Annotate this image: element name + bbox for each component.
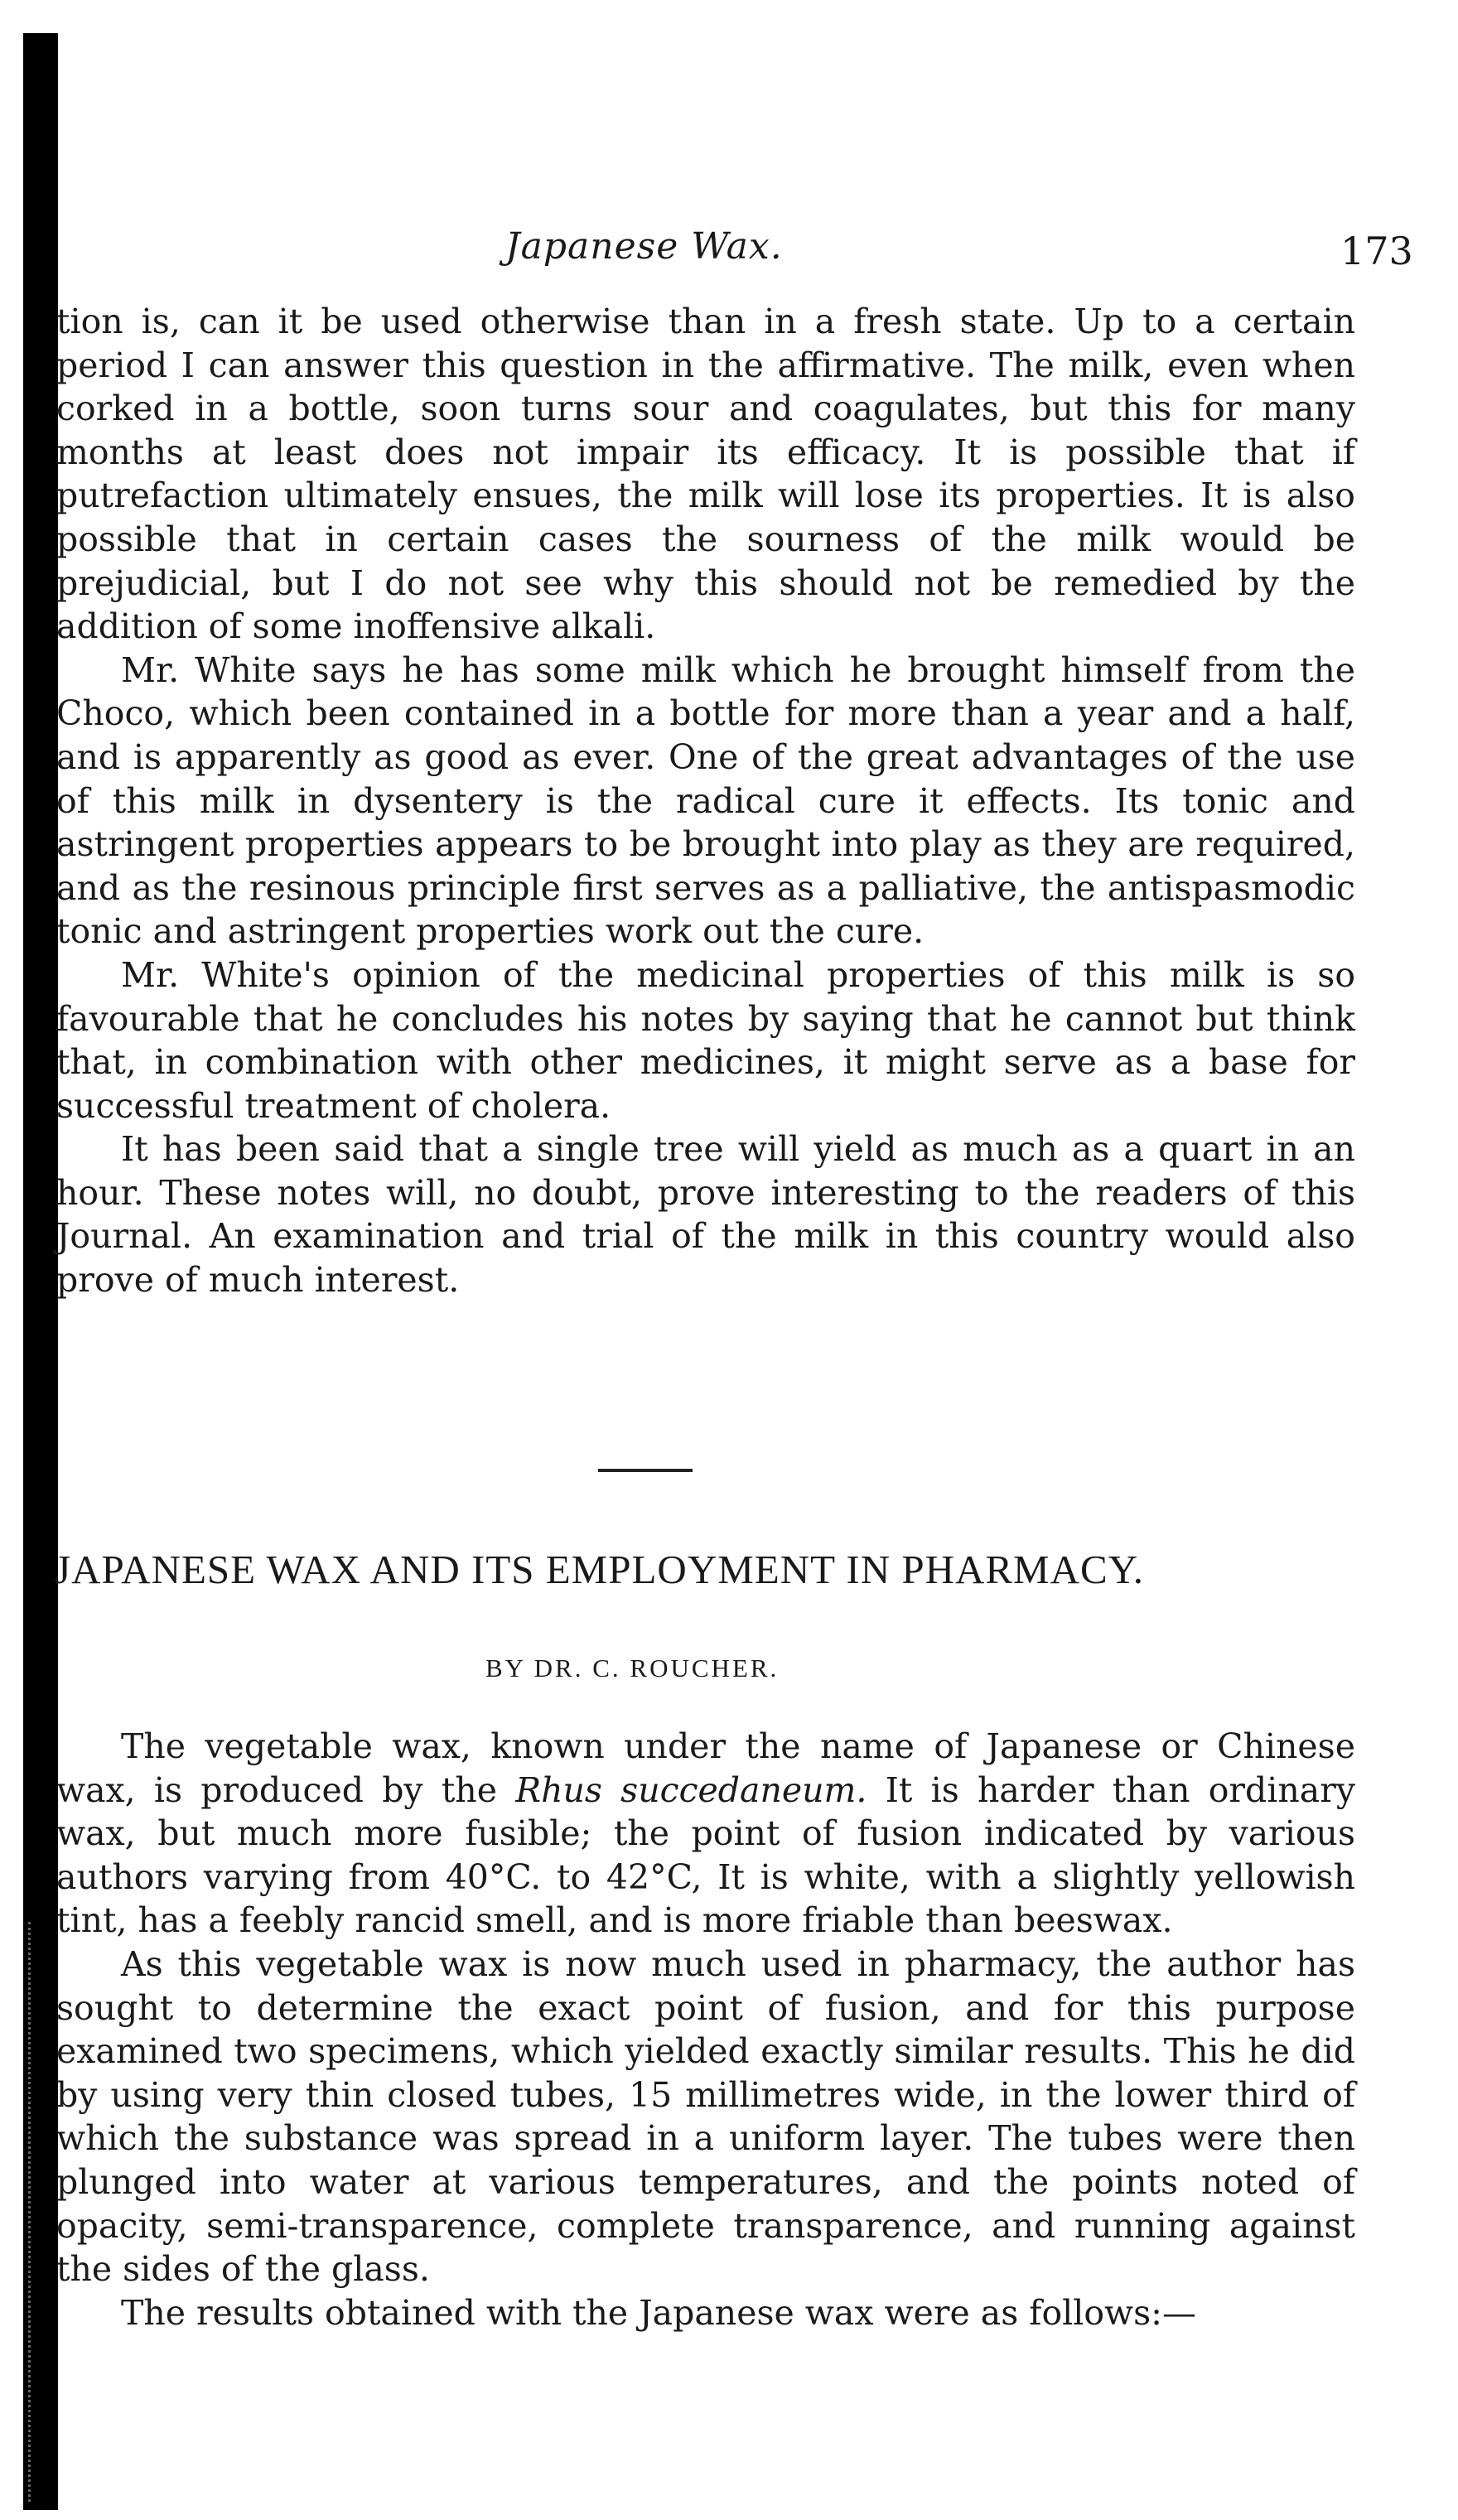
paragraph <box>56 1725 1355 1943</box>
text-run: It is harder than ordinary wax, but much more fusible; the point of fusion indicated by various authors varying from 40°C. to 42°C, It is white, with a slightly yellowish tint, has a feebly rancid smell, and is more friable than beeswax. <box>56 1769 1355 1941</box>
book-spine-shadow <box>23 33 58 2510</box>
paragraph: It has been said that a single tree will yield as much as a quart in an hour. These notes will, no doubt, prove interesting to the readers of this Journal. An examination and trial of the milk in this country would also prove of much interest. <box>56 1129 1355 1301</box>
species-name: Rhus succedaneum. <box>515 1769 867 1810</box>
article-byline: BY DR. C. ROUCHER. <box>485 1653 780 1682</box>
article-body <box>56 1725 1355 2334</box>
text-run: The vegetable wax, known under the name of Japanese or Chinese wax, is produced by the <box>56 1726 1355 1810</box>
running-title: Japanese Wax. <box>505 225 783 268</box>
article-title: JAPANESE WAX AND ITS EMPLOYMENT IN PHARMACY. <box>55 1547 1145 1592</box>
paragraph: tion is, can it be used otherwise than in a fresh state. Up to a certain period I can answer this question in the affirmative. The milk, even when corked in a bottle, soon turns sour and coagulates, but this for many months at least does not impair its efficacy. It is possible that if putrefaction ultimately ensues, the milk will lose its properties. It is also possible that in certain cases the sourness of the milk would be prejudicial, but I do not see why this should not be remedied by the addition of some inoffensive alkali. <box>56 302 1355 647</box>
continued-text <box>56 300 1355 1302</box>
paragraph: As this vegetable wax is now much used in pharmacy, the author has sought to determine the exact point of fusion, and for this purpose examined two specimens, which yielded exactly similar results. This he did by using very thin closed tubes, 15 millimetres wide, in the lower third of which the substance was spread in a uniform layer. The tubes were then plunged into water at various temperatures, and the points noted of opacity, semi-transparence, complete transparence, and running against the sides of the glass. <box>56 1943 1355 2290</box>
page-number: 173 <box>1340 229 1413 273</box>
section-divider <box>598 1469 693 1472</box>
paragraph: Mr. White's opinion of the medicinal properties of this milk is so favourable that he concludes his notes by saying that he cannot but think that, in combination with other medicines, it might serve as a base for successful treatment of cholera. <box>56 954 1355 1126</box>
paragraph: Mr. White says he has some milk which he brought himself from the Choco, which been contained in a bottle for more than a year and a half, and is apparently as good as ever. One of the great advantages of the use of this milk in dysentery is the radical cure it effects. Its tonic and astringent properties appears to be brought into play as they are required, and as the resinous principle first serves as a palliative, the antispasmodic tonic and astringent properties work out the cure. <box>56 649 1355 952</box>
spine-margin-marks <box>28 1922 47 2502</box>
page-header <box>58 225 1413 283</box>
paragraph: The results obtained with the Japanese wax were as follows:— <box>121 2292 1196 2333</box>
